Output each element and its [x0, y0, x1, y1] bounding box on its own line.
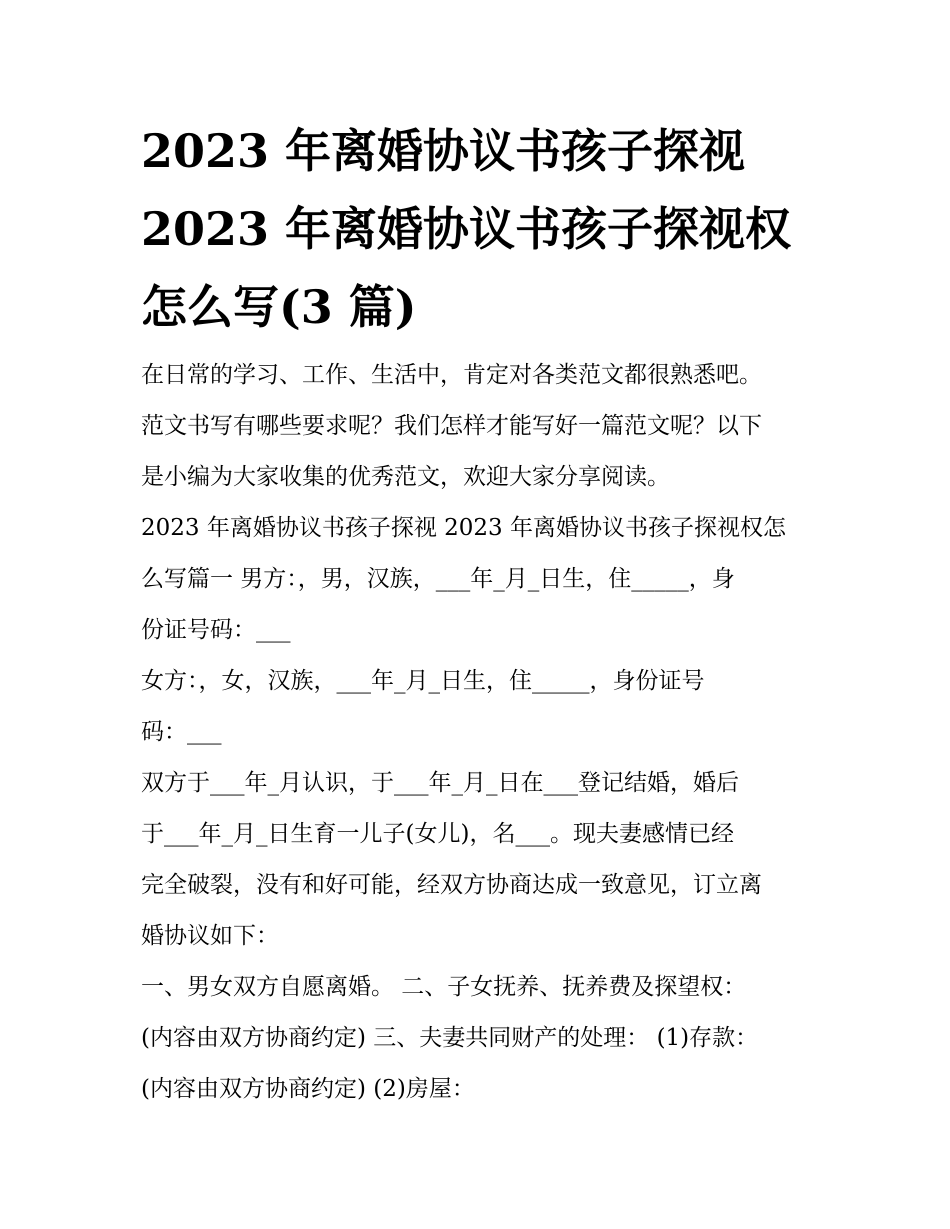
body-line: 双方于___年_月认识，于___年_月_日在___登记结婚，婚后: [141, 770, 739, 796]
body-line: 完全破裂，没有和好可能，经双方协商达成一致意见，订立离: [141, 872, 762, 898]
document-content: [141, 112, 813, 1115]
body-line: 女方：，女，汉族，___年_月_日生，住_____，身份证号: [141, 668, 705, 694]
document-body: [141, 350, 813, 1115]
document-title: [141, 112, 813, 346]
body-line: 码：___: [141, 719, 222, 745]
body-line: 么写篇一 男方：，男，汉族，___年_月_日生，住_____，身: [141, 566, 735, 592]
body-line: 2023 年离婚协议书孩子探视 2023 年离婚协议书孩子探视权怎: [141, 515, 786, 541]
body-line: 份证号码：___: [141, 617, 291, 643]
body-line: 范文书写有哪些要求呢？我们怎样才能写好一篇范文呢？以下: [141, 413, 762, 439]
title-line-2: 2023 年离婚协议书孩子探视权: [141, 202, 792, 256]
body-line: 是小编为大家收集的优秀范文，欢迎大家分享阅读。: [141, 464, 670, 490]
body-line: 于___年_月_日生育一儿子(女儿)，名___。现夫妻感情已经: [141, 821, 734, 847]
body-line: (内容由双方协商约定) 三、夫妻共同财产的处理： (1)存款：: [141, 1025, 759, 1051]
title-line-3: 怎么写(3 篇): [141, 280, 417, 334]
body-line: 在日常的学习、工作、生活中，肯定对各类范文都很熟悉吧。: [141, 362, 762, 388]
body-line: 婚协议如下：: [141, 923, 279, 949]
title-line-1: 2023 年离婚协议书孩子探视: [141, 124, 746, 178]
body-line: (内容由双方协商约定) (2)房屋：: [141, 1076, 475, 1102]
body-line: 一、男女双方自愿离婚。 二、子女抚养、抚养费及探望权：: [141, 974, 747, 1000]
